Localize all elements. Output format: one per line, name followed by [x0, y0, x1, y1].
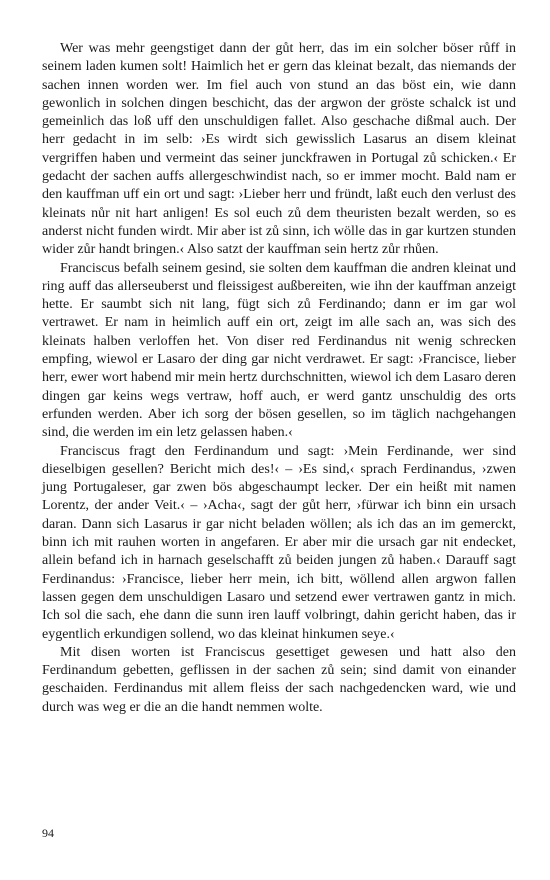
page-number: 94: [42, 826, 54, 840]
paragraph: Wer was mehr geengstiget dann der gůt herr, das im ein solcher böser růff in seinem laden kumen solt! Haimlich het er gern das kleinat bezalt, das niemands der sachen innen worden wer. Im fiel auch von stund an das böst ein, wie dann gewonlich in solchen dingen beschicht, das der argwon der gröste schalck ist und gemeinlich das loß uff den unschuldigen fallet. Also geschache dißmal auch. Der herr gedacht in im selb: ›Es wirdt sich gewisslich Lasarus an disem kleinat vergriffen haben und vermeint das seiner junckfrawen in Portugal zů schicken.‹ Er gedacht der sachen auffs allergeschwindist nach, so er immer mocht. Bald nam er den kauffman uff ein ort und sagt: ›Lieber herr und fründt, laßt euch den verlust des kleinats nůr nit hart anligen! Es sol euch zů dem theuristen bezalt werden, so es anderst nicht funden wirdt. Mir aber ist zů sinn, ich wölle das in gar kurtzen stunden wider zůr handt bringen.‹ Also satzt der kauffman sein hertz zůr rhůen.: [42, 41, 516, 258]
body-text: [42, 40, 516, 717]
paragraph: Franciscus befalh seinem gesind, sie solten dem kauffman die andren kleinat und ring auff das allerseuberst und fleissigest außbereiten, wie ihn der kauffman anzeigt hette. Er saumbt sich nit lang, fügt sich zů Ferdinando; dann er im gar wol vertrawet. Er nam in heimlich auff ein ort, zeigt im alle sach an, was sich des kleinats halben verloffen het. Von diser red Ferdinandus nit wenig schrecken empfing, wiewol er Lasaro der ding gar nicht verdrawet. Er sagt: ›Francisce, lieber herr, ewer wort habend mir mein hertz durchschnitten, wiewol ich dem Lasaro deren dingen gar keins wegs vertraw, hoff auch, er werd gantz unschuldig des orts erfunden werden. Aber ich sorg der bösen gesellen, so im täglich nachgehangen sind, die werden im ein letz gelassen haben.‹: [42, 260, 516, 441]
paragraph: Mit disen worten ist Franciscus gesettiget gewesen und hatt also den Ferdinandum gebetten, geflissen in der sachen zů sein; sind damit von einander geschaiden. Ferdinandus mit allem fleiss der sach nachgedencken ward, wie und durch was weg er die an die handt nemmen wolte.: [42, 644, 516, 715]
paragraph: Franciscus fragt den Ferdinandum und sagt: ›Mein Ferdinande, wer sind dieselbigen gesellen? Bericht mich des!‹ – ›Es sind,‹ sprach Ferdinandus, ›zwen jung Portugaleser, gar zwen bös abgeschaumpt lecker. Der ein heißt mit namen Lorentz, der ander Veit.‹ – ›Acha‹, sagt der gůt herr, ›fürwar ich binn ein ursach daran. Dann sich Lasarus ir gar nicht beladen wöllen; als ich das an im gemerckt, binn ich mit rauhen worten in angefaren. Er aber mir die ursach gar nit endecket, allein befand ich in harnach geselschafft zů beiden jungen zů haben.‹ Darauff sagt Ferdinandus: ›Francisce, lieber herr mein, ich bitt, wöllend allen argwon fallen lassen gegen dem unschuldigen Lasaro und setzend ewer vertrawen gantz in mich. Ich sol die sach, ehe dann die sunn iren lauff volbringt, dahin gericht haben, das ir eygentlich erkundigen sollend, wo das kleinat hinkumen seye.‹: [42, 443, 516, 642]
